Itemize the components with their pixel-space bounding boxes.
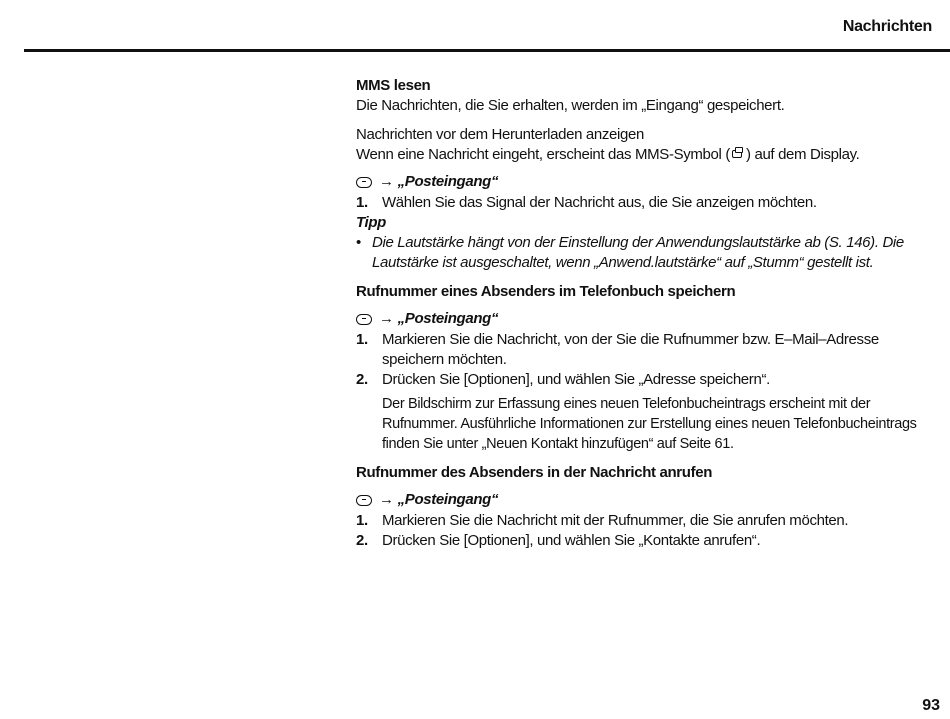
mms-intro: Die Nachrichten, die Sie erhalten, werden im „Eingang“ gespeichert. (356, 97, 785, 114)
tip-text: Die Lautstärke hängt von der Einstellung der Anwendungslautstärke ab (S. 146). Die Lautstärke ist ausgeschaltet, wenn „Anwend.lautstärke“ auf „Stumm“ gestellt ist. (372, 234, 904, 271)
tip-bullet-item (356, 233, 926, 273)
mms-icon (731, 147, 745, 161)
preview-text-before: Wenn eine Nachricht eingeht, erscheint das MMS-Symbol ( (356, 146, 730, 163)
step-item (356, 370, 926, 390)
arrow-icon: → (379, 310, 394, 327)
step-number: 1. (356, 331, 368, 348)
menu-key-icon (356, 495, 372, 506)
nav-label: „Posteingang“ (397, 310, 499, 327)
step-text: Drücken Sie [Optionen], und wählen Sie „Adresse speichern“. (382, 371, 770, 388)
step-text: Wählen Sie das Signal der Nachricht aus, die Sie anzeigen möchten. (382, 194, 817, 211)
section-heading-save-number: Rufnummer eines Absenders im Telefonbuch speichern (356, 283, 736, 300)
arrow-icon: → (379, 491, 394, 508)
preview-title: Nachrichten vor dem Herunterladen anzeigen (356, 126, 644, 143)
preview-text-after: ) auf dem Display. (745, 146, 860, 163)
page-content (356, 76, 926, 551)
page-number: 93 (922, 697, 940, 714)
nav-path-call-number (356, 489, 926, 511)
step-number: 1. (356, 194, 368, 211)
menu-key-icon (356, 177, 372, 188)
step-item (356, 511, 926, 531)
nav-path-save-number (356, 308, 926, 330)
header-divider (24, 49, 950, 52)
step-text: Markieren Sie die Nachricht mit der Rufnummer, die Sie anrufen möchten. (382, 512, 849, 529)
step-item (356, 531, 926, 551)
bullet-icon: • (356, 234, 361, 251)
step-number: 1. (356, 512, 368, 529)
chapter-title: Nachrichten (842, 18, 932, 35)
step-item (356, 193, 926, 213)
step-number: 2. (356, 371, 368, 388)
section-heading-mms: MMS lesen (356, 77, 431, 94)
step-note: Der Bildschirm zur Erfassung eines neuen Telefonbucheintrags erscheint mit der Rufnummer. Ausführliche Informationen zur Erstellung eines neuen Telefonbucheintrags finden Sie unter „Neuen Kontakt hinzufügen“ auf Seite 61. (382, 396, 917, 452)
step-number: 2. (356, 532, 368, 549)
step-text: Drücken Sie [Optionen], und wählen Sie „Kontakte anrufen“. (382, 532, 761, 549)
menu-key-icon (356, 314, 372, 325)
step-item (356, 330, 926, 370)
nav-label: „Posteingang“ (397, 173, 499, 190)
nav-label: „Posteingang“ (397, 491, 499, 508)
tip-title: Tipp (356, 214, 386, 231)
section-heading-call-number: Rufnummer des Absenders in der Nachricht anrufen (356, 464, 713, 481)
preview-text (356, 145, 926, 165)
step-text: Markieren Sie die Nachricht, von der Sie die Rufnummer bzw. E–Mail–Adresse speichern möchten. (382, 331, 879, 368)
arrow-icon: → (379, 173, 394, 190)
nav-path-mms (356, 171, 926, 193)
